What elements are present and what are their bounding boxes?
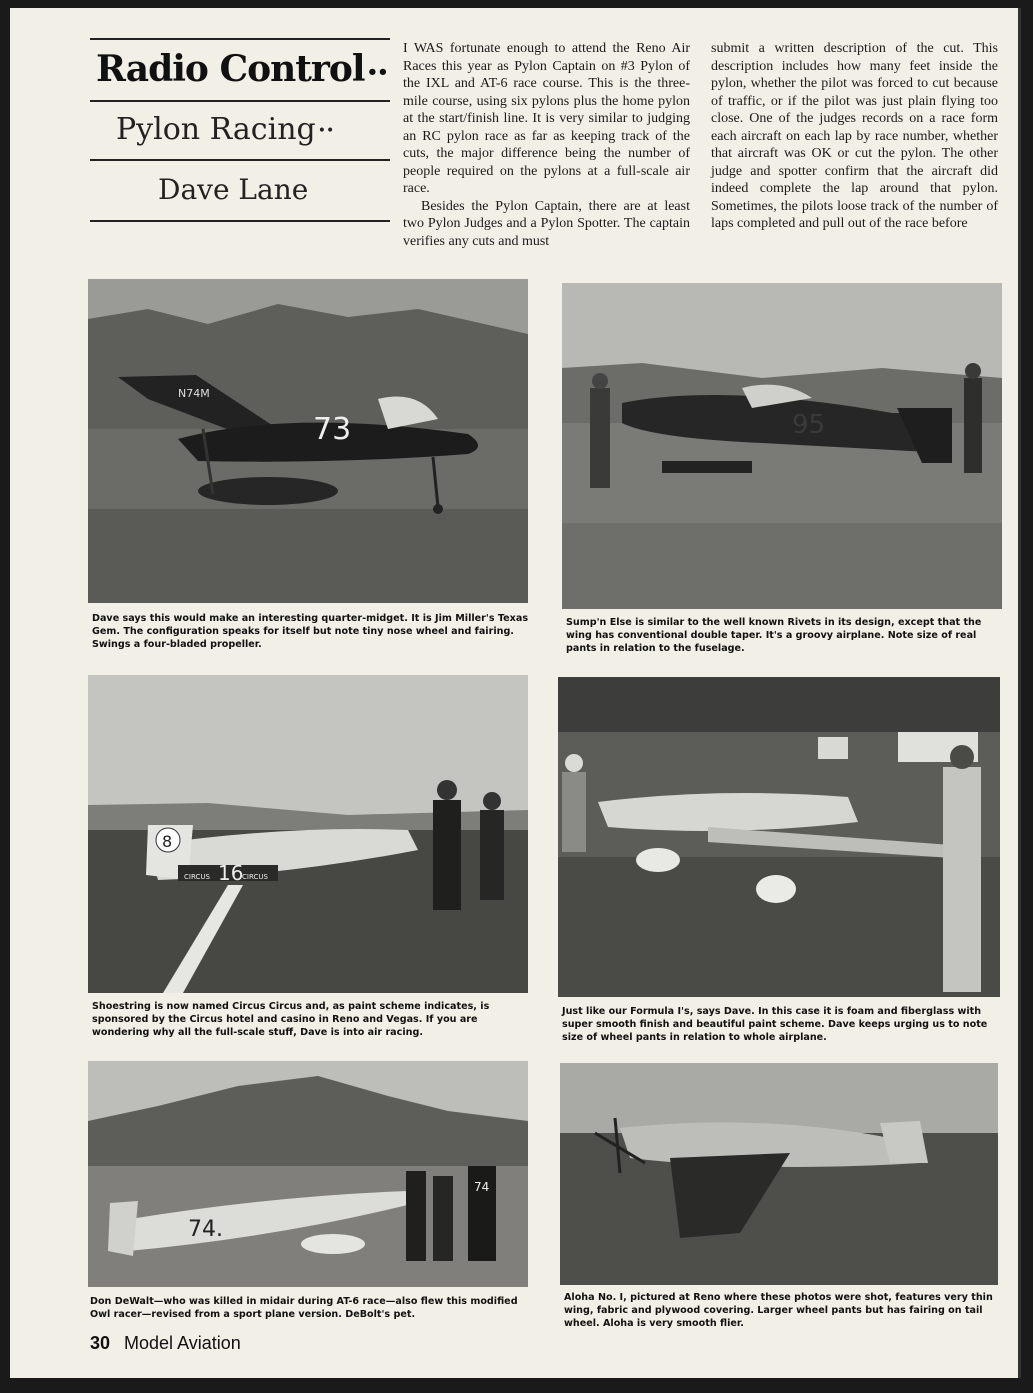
- photo-caption: Just like our Formula I's, says Dave. In this case it is foam and fiberglass with super smooth finish and beautiful paint scheme. Dave keeps urging us to note size of wheel pants in relation to whole airplane.: [562, 1006, 988, 1043]
- article-column-2: [711, 40, 998, 233]
- article-paragraph: Besides the Pylon Captain, there are at least two Pylon Judges and a Pylon Spotter. The captain verifies any cuts and must: [403, 198, 690, 249]
- magazine-page: [10, 8, 1021, 1378]
- page-number: 30: [90, 1333, 111, 1353]
- header-rule: [90, 220, 390, 222]
- race-number-16: 16: [218, 861, 244, 885]
- article-header: [90, 38, 390, 222]
- photo-aloha: [560, 1063, 998, 1285]
- tail-number-8: 8: [162, 832, 173, 851]
- article-column-1: [403, 40, 690, 250]
- column-title: Radio Control ••: [96, 48, 388, 90]
- article-paragraph: submit a written description of the cut. This description includes how many feet inside the pylon, whether the pilot was forced to cut because of traffic, or if the pilot was just plain flying too close. One of the judges records on a race form each aircraft on each lap by race number, whether that aircraft was OK or cut the pylon. The other judge and spotter confirm that the aircraft did indeed complete the lap around that pylon. Sometimes, the pilots loose track of the number of laps completed and pull out of the race before: [711, 41, 998, 231]
- header-rule: [90, 38, 390, 40]
- article-paragraph: I WAS fortunate enough to attend the Reno Air Races this year as Pylon Captain on #3 Pylon of the IXL and AT-6 race course. This is the three-mile course, using six pylons plus the home pylon at the start/finish line. It is very similar to judging an RC pylon race as far as keeping track of the cuts, the major difference being the number of people required on the pylons at a full-scale air race.: [403, 41, 690, 196]
- photo-caption: Sump'n Else is similar to the well known Rivets in its design, except that the wing has conventional double taper. It's a groovy airplane. Note size of real pants in relation to the fuselage.: [566, 617, 982, 654]
- photo-formula-one-hangar: [558, 677, 1000, 997]
- photo-owl-racer: [88, 1061, 528, 1287]
- registration-n74m: N74M: [178, 387, 210, 400]
- race-number-74: 74.: [188, 1217, 223, 1242]
- photo-circus-circus: [88, 675, 528, 993]
- header-rule: [90, 159, 390, 161]
- page-footer: [90, 1333, 241, 1354]
- column-subtitle: Pylon Racing ••: [116, 112, 335, 147]
- livery-text-left: CIRCUS: [184, 873, 210, 881]
- race-number-73: 73: [313, 412, 352, 447]
- photo-caption: Aloha No. I, pictured at Reno where these photos were shot, features very thin wing, fabric and plywood covering. Larger wheel pants but has fairing on tail wheel. Aloha is very smooth flier.: [564, 1292, 993, 1329]
- photo-texas-gem: [88, 279, 528, 603]
- author-name: Dave Lane: [158, 173, 309, 206]
- livery-text-right: CIRCUS: [242, 873, 268, 881]
- header-rule: [90, 100, 390, 102]
- photo-sumpn-else: [562, 283, 1002, 609]
- race-number-95: 95: [792, 410, 826, 440]
- photo-caption: Dave says this would make an interesting quarter-midget. It is Jim Miller's Texas Gem. The configuration speaks for itself but note tiny nose wheel and fairing. Swings a four-bladed propeller.: [92, 613, 529, 650]
- jacket-number-74: 74: [474, 1180, 490, 1194]
- photo-caption: Don DeWalt—who was killed in midair during AT-6 race—also flew this modified Owl racer—revised from a sport plane version. DeBolt's pet.: [90, 1296, 518, 1320]
- magazine-name: Model Aviation: [124, 1333, 241, 1353]
- photo-caption: Shoestring is now named Circus Circus and, as paint scheme indicates, is sponsored by the Circus hotel and casino in Reno and Vegas. If you are wondering why all the full-scale stuff, Dave is into air racing.: [92, 1001, 490, 1038]
